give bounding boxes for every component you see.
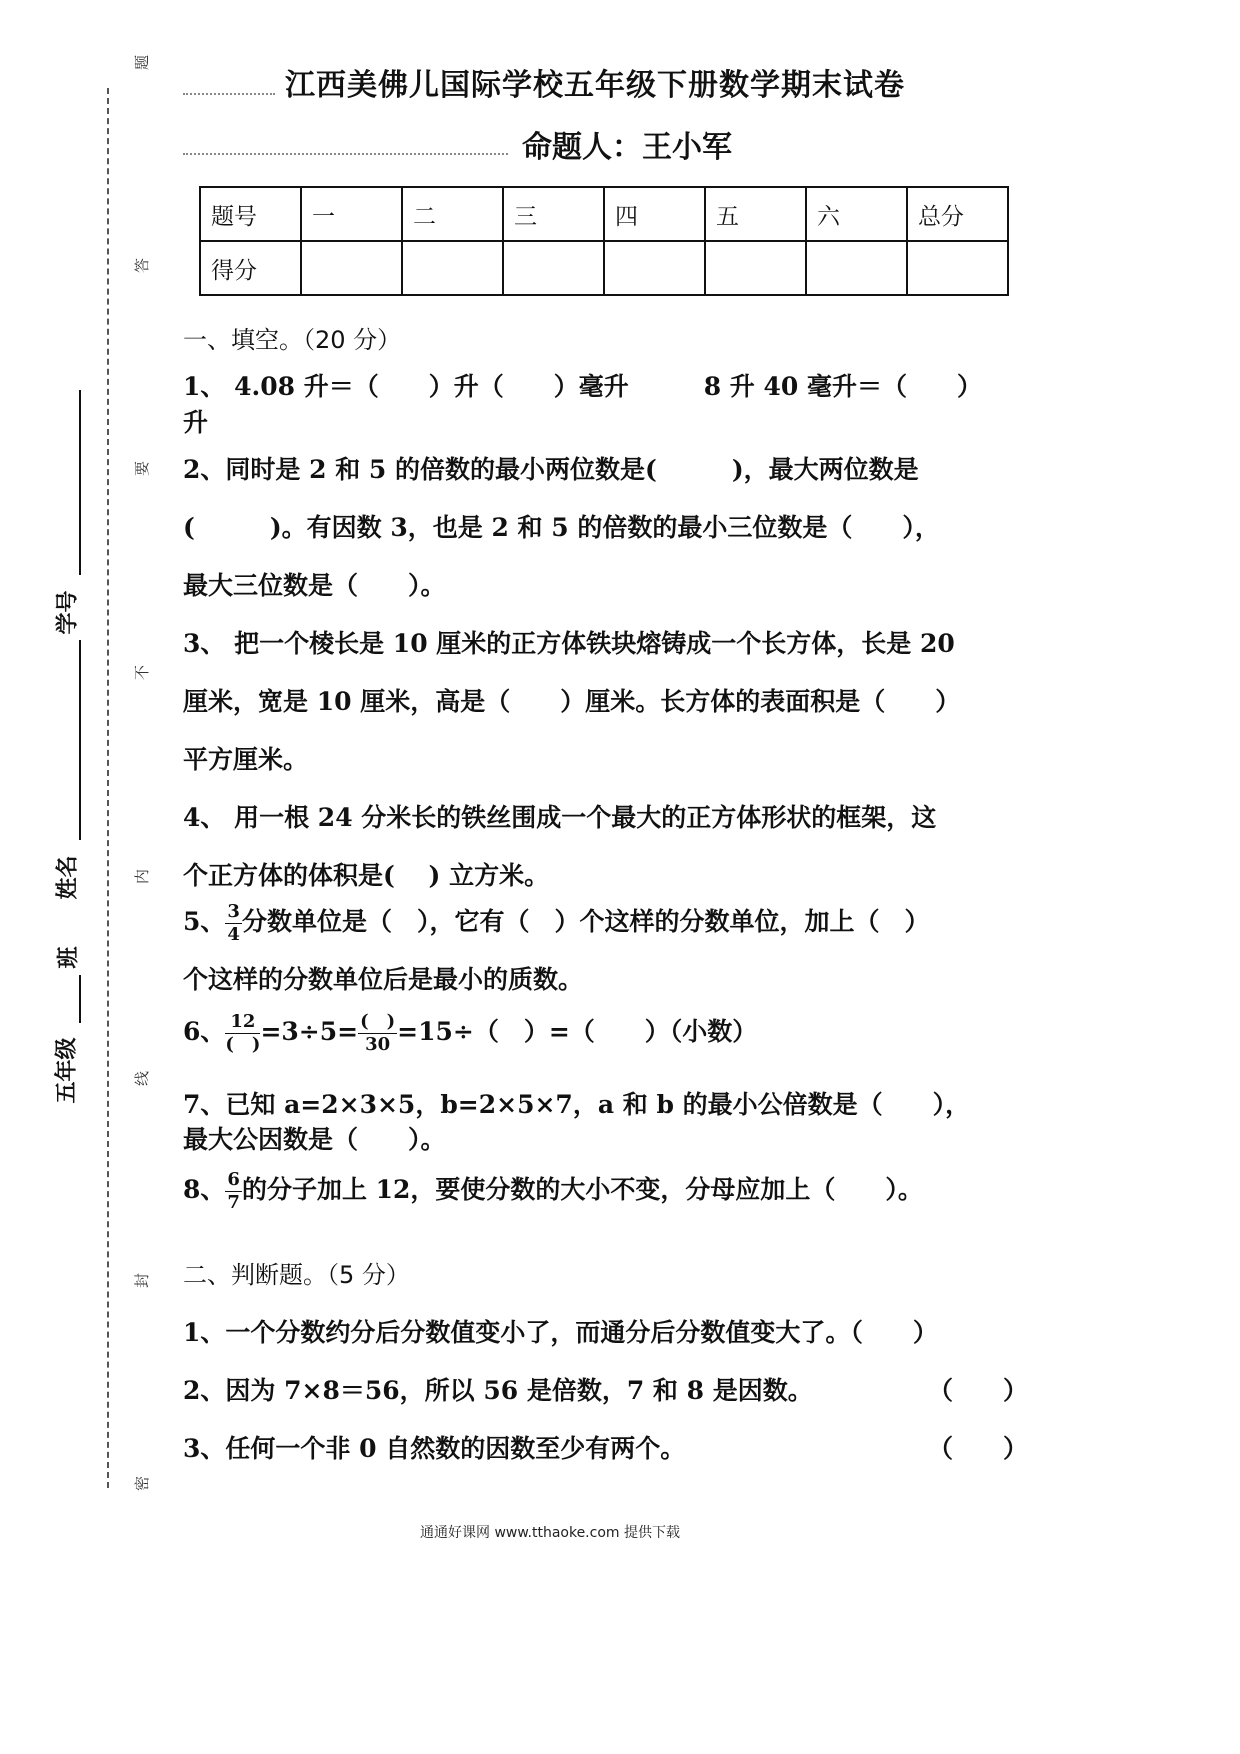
q6-f1-den: ( ) (225, 1034, 261, 1055)
q6-f2-den: 30 (365, 1034, 391, 1055)
q1-line1: 1、 4.08 升＝（ ）升（ ）毫升 8 升 40 毫升＝（ ） (183, 372, 982, 401)
seal-char-7: 封 (133, 1272, 152, 1289)
q5-text: 分数单位是（ ），它有（ ）个这样的分数单位，加上（ ） (241, 907, 930, 936)
q5-line1 (183, 902, 929, 944)
q8-fraction (225, 1171, 242, 1212)
score-input-cell[interactable] (907, 241, 1008, 295)
q2-line2: ( )。有因数 3，也是 2 和 5 的倍数的最小三位数是（ ）， (183, 513, 940, 542)
q5-frac-num: 3 (227, 901, 240, 922)
score-input-cell[interactable] (705, 241, 806, 295)
page-title: 江西美佛儿国际学校五年级下册数学期末试卷 (285, 68, 905, 103)
score-table-cell: 一 (301, 187, 402, 241)
q5-frac-den: 4 (227, 924, 240, 945)
q3-line3: 平方厘米。 (183, 745, 309, 774)
q6-fraction-1 (225, 1013, 260, 1054)
q6-fraction-2 (358, 1013, 397, 1054)
q6-f1-num: 12 (225, 1013, 260, 1034)
judge-q2: 2、因为 7×8＝56，所以 56 是倍数，7 和 8 是因数。 (183, 1376, 813, 1405)
q4-line2: 个正方体的体积是( ) 立方米。 (183, 861, 550, 890)
student-grade-label: 五年级 (53, 1037, 80, 1104)
student-number-line (79, 390, 81, 575)
score-input-cell[interactable] (301, 241, 402, 295)
judge-q3-blank[interactable]: （ ） (928, 1434, 1029, 1463)
seal-char-8: 密 (133, 1475, 152, 1492)
score-table-cell: 二 (402, 187, 503, 241)
q8-rest: 的分子加上 12，要使分数的大小不变，分母应加上（ ）。 (241, 1175, 923, 1204)
q7-line1: 7、已知 a=2×3×5，b=2×5×7，a 和 b 的最小公倍数是（ ）， (183, 1090, 971, 1119)
q5-fraction (225, 903, 242, 944)
student-name-label: 姓名 (54, 855, 81, 900)
score-table-cell: 三 (503, 187, 604, 241)
q6-f2-num: ( ) (360, 1011, 396, 1032)
judge-q3: 3、任何一个非 0 自然数的因数至少有两个。 (183, 1434, 686, 1463)
student-number-label: 学号 (54, 590, 81, 635)
q8-frac-den: 7 (227, 1192, 240, 1213)
q3-line1: 3、 把一个棱长是 10 厘米的正方体铁块熔铸成一个长方体，长是 20 (183, 629, 955, 658)
section1-heading: 一、填空。（20 分） (183, 326, 402, 354)
student-name-line (79, 640, 81, 840)
exam-author: 命题人：王小军 (522, 130, 732, 165)
seal-char-4: 不 (133, 664, 152, 681)
q6-prefix: 6、 (183, 1017, 226, 1046)
seal-char-2: 答 (133, 257, 152, 274)
q6-mid: =3÷5= (260, 1017, 359, 1046)
score-table-cell: 六 (806, 187, 907, 241)
q5-line2: 个这样的分数单位后是最小的质数。 (183, 965, 584, 994)
binding-dashed-line (107, 88, 109, 1488)
score-table-cell: 题号 (200, 187, 301, 241)
score-table (199, 186, 1009, 296)
score-table-cell: 五 (705, 187, 806, 241)
student-class-line (79, 975, 81, 1023)
q5-prefix: 5、 (183, 907, 226, 936)
q6-rest: =15÷（ ）=（ ）（小数） (397, 1017, 758, 1046)
judge-q2-blank[interactable]: （ ） (928, 1376, 1029, 1405)
q2-line1: 2、同时是 2 和 5 的倍数的最小两位数是( )，最大两位数是 (183, 455, 919, 484)
seal-char-3: 要 (133, 460, 152, 477)
score-table-score-row (200, 241, 1008, 295)
score-table-header-row (200, 187, 1008, 241)
q8-frac-num: 6 (227, 1169, 240, 1190)
seal-char-6: 线 (133, 1070, 152, 1087)
score-input-cell[interactable] (402, 241, 503, 295)
page-footer: 通通好课网 www.tthaoke.com 提供下载 (420, 1525, 680, 1541)
judge-q1: 1、一个分数约分后分数值变小了，而通分后分数值变大了。（ ） (183, 1318, 938, 1347)
seal-char-1: 题 (133, 54, 152, 71)
q4-line1: 4、 用一根 24 分米长的铁丝围成一个最大的正方体形状的框架，这 (183, 803, 937, 832)
q2-line3: 最大三位数是（ ）。 (183, 571, 446, 600)
title-dots (183, 93, 275, 95)
score-table-cell: 四 (604, 187, 705, 241)
q8-prefix: 8、 (183, 1175, 226, 1204)
score-input-cell[interactable] (604, 241, 705, 295)
score-table-cell: 总分 (907, 187, 1008, 241)
q7-line2: 最大公因数是（ ）。 (183, 1125, 446, 1154)
q6-line (183, 1012, 757, 1054)
author-dots (183, 153, 508, 155)
q3-line2: 厘米，宽是 10 厘米，高是（ ）厘米。长方体的表面积是（ ） (183, 687, 961, 716)
score-input-cell[interactable] (806, 241, 907, 295)
score-row-label: 得分 (200, 241, 301, 295)
section2-heading: 二、判断题。（5 分） (183, 1261, 410, 1289)
q1-line2: 升 (183, 408, 209, 437)
score-input-cell[interactable] (503, 241, 604, 295)
q8-line (183, 1170, 923, 1212)
seal-char-5: 内 (133, 868, 152, 885)
student-class-label: 班 (55, 946, 82, 969)
